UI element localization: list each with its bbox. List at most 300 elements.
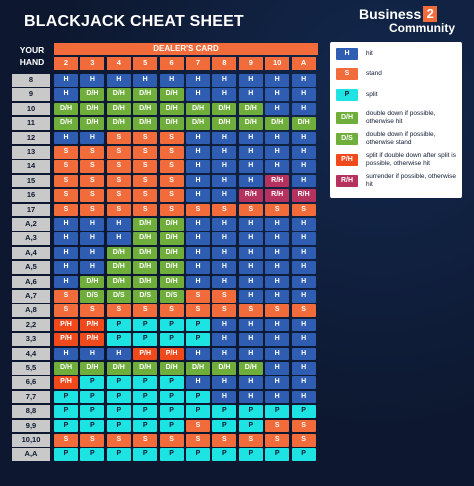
strategy-cell: D/H [80,103,104,116]
strategy-cell: S [54,434,78,447]
strategy-cell: D/H [107,88,131,101]
strategy-cell: H [212,333,236,346]
strategy-cell: H [265,74,289,87]
strategy-cell: P/H [160,348,184,361]
strategy-cell: P [107,405,131,418]
strategy-cell: H [107,74,131,87]
strategy-cell: H [80,232,104,245]
dealer-card-4: 4 [107,57,131,70]
strategy-cell: D/H [107,247,131,260]
dealer-card-6: 6 [160,57,184,70]
strategy-cell: H [292,391,316,404]
strategy-cell: H [292,261,316,274]
strategy-cell: H [239,348,263,361]
strategy-cell: D/H [107,117,131,130]
strategy-cell: H [239,247,263,260]
strategy-cell: D/H [160,276,184,289]
strategy-cell: H [186,146,210,159]
strategy-cell: H [265,319,289,332]
hand-label: 10 [12,103,50,116]
strategy-cell: S [186,290,210,303]
strategy-cell: H [265,376,289,389]
strategy-cell: H [54,218,78,231]
strategy-cell: H [239,146,263,159]
strategy-cell: H [239,261,263,274]
strategy-cell: P [80,420,104,433]
strategy-cell: H [80,74,104,87]
strategy-cell: H [186,88,210,101]
strategy-cell: H [292,74,316,87]
strategy-cell: S [133,304,157,317]
strategy-cell: H [54,348,78,361]
strategy-cell: H [186,232,210,245]
strategy-cell: H [292,348,316,361]
strategy-cell: H [212,376,236,389]
strategy-cell: S [54,189,78,202]
strategy-cell: S [107,189,131,202]
strategy-cell: H [186,348,210,361]
strategy-cell: S [133,204,157,217]
dealer-card-A: A [292,57,316,70]
strategy-cell: P [107,333,131,346]
legend-swatch: H [336,48,358,60]
hand-label: 15 [12,175,50,188]
strategy-cell: D/S [80,290,104,303]
strategy-cell: D/H [54,103,78,116]
strategy-cell: H [265,261,289,274]
strategy-cell: H [239,319,263,332]
strategy-cell: S [80,146,104,159]
strategy-cell: D/H [160,232,184,245]
strategy-cell: H [292,232,316,245]
strategy-cell: S [160,160,184,173]
strategy-cell: H [54,132,78,145]
strategy-cell: H [292,218,316,231]
strategy-cell: S [292,304,316,317]
strategy-cell: D/H [80,276,104,289]
strategy-cell: S [54,204,78,217]
strategy-cell: D/S [160,290,184,303]
strategy-cell: S [186,434,210,447]
strategy-cell: H [54,261,78,274]
hand-label: 9 [12,88,50,101]
strategy-cell: P [133,319,157,332]
strategy-cell: H [107,232,131,245]
strategy-cell: H [265,88,289,101]
strategy-cell: D/H [133,117,157,130]
strategy-cell: H [265,160,289,173]
strategy-cell: P [160,420,184,433]
strategy-cell: P/H [80,319,104,332]
strategy-cell: D/H [80,362,104,375]
strategy-cell: S [54,290,78,303]
strategy-cell: P [54,448,78,461]
strategy-cell: P [160,391,184,404]
strategy-cell: S [80,175,104,188]
strategy-cell: S [212,290,236,303]
legend-text: stand [366,70,382,78]
strategy-cell: S [54,175,78,188]
strategy-cell: H [212,276,236,289]
strategy-cell: D/H [160,247,184,260]
strategy-cell: S [80,304,104,317]
strategy-cell: S [133,160,157,173]
strategy-cell: S [265,204,289,217]
hand-label: A,7 [12,290,50,303]
strategy-cell: D/H [133,276,157,289]
strategy-cell: P [160,448,184,461]
strategy-cell: S [292,434,316,447]
strategy-cell: P/H [54,376,78,389]
strategy-cell: D/H [54,117,78,130]
strategy-cell: S [186,420,210,433]
strategy-cell: H [239,218,263,231]
strategy-cell: S [133,146,157,159]
strategy-cell: P [80,448,104,461]
strategy-cell: H [186,74,210,87]
strategy-cell: P [160,319,184,332]
strategy-cell: D/H [107,362,131,375]
hand-label: A,6 [12,276,50,289]
hand-label: 10,10 [12,434,50,447]
legend-item [336,68,458,80]
strategy-cell: H [292,290,316,303]
strategy-cell: S [133,189,157,202]
strategy-cell: P [186,448,210,461]
strategy-cell: S [160,304,184,317]
strategy-cell: P [160,405,184,418]
hand-label: 11 [12,117,50,130]
strategy-cell: H [265,348,289,361]
hand-label: 8,8 [12,405,50,418]
strategy-cell: P [80,376,104,389]
strategy-cell: S [80,189,104,202]
strategy-cell: P [133,405,157,418]
strategy-cell: H [186,160,210,173]
strategy-cell: H [212,218,236,231]
strategy-cell: R/H [292,189,316,202]
dealer-card-7: 7 [186,57,210,70]
strategy-cell: H [186,376,210,389]
strategy-cell: H [133,74,157,87]
strategy-cell: D/H [292,117,316,130]
strategy-cell: H [292,175,316,188]
strategy-cell: S [107,132,131,145]
strategy-cell: H [212,175,236,188]
legend-text: split [366,91,378,99]
strategy-cell: S [160,132,184,145]
strategy-cell: R/H [265,189,289,202]
strategy-cell: S [107,160,131,173]
hand-label: A,5 [12,261,50,274]
strategy-cell: D/H [160,88,184,101]
strategy-cell: S [212,204,236,217]
strategy-cell: H [292,146,316,159]
strategy-cell: D/H [186,117,210,130]
strategy-cell: H [186,175,210,188]
strategy-cell: H [239,290,263,303]
strategy-cell: H [292,103,316,116]
strategy-cell: H [212,88,236,101]
strategy-cell: H [292,247,316,260]
strategy-cell: H [265,218,289,231]
hand-label: A,8 [12,304,50,317]
dealer-card-8: 8 [212,57,236,70]
strategy-cell: P [186,391,210,404]
strategy-cell: S [265,434,289,447]
strategy-cell: H [80,132,104,145]
legend-swatch: P [336,89,358,101]
strategy-cell: S [239,434,263,447]
logo-word: Business [359,6,422,22]
strategy-cell: P [133,420,157,433]
legend-text: double down if possible, otherwise hit [366,110,436,125]
legend-swatch: D/H [336,112,358,124]
strategy-cell: S [212,434,236,447]
strategy-cell: S [292,204,316,217]
strategy-cell: D/H [133,232,157,245]
strategy-cell: P [107,319,131,332]
strategy-cell: S [160,146,184,159]
strategy-cell: H [265,146,289,159]
strategy-cell: D/H [212,103,236,116]
strategy-cell: P [186,405,210,418]
strategy-cell: H [239,160,263,173]
strategy-cell: S [239,304,263,317]
strategy-cell: S [54,146,78,159]
strategy-cell: H [54,247,78,260]
legend-item [336,48,458,60]
legend-item [336,89,458,101]
strategy-cell: H [160,74,184,87]
strategy-cell: H [80,261,104,274]
strategy-cell: D/H [133,261,157,274]
strategy-cell: S [107,434,131,447]
legend-text: split if double down after split is possible, otherwise hit [366,152,456,167]
legend-swatch: S [336,68,358,80]
hand-label: 8 [12,74,50,87]
strategy-cell: H [212,391,236,404]
logo-sub: Community [389,21,455,35]
dealer-card-10: 10 [265,57,289,70]
strategy-cell: S [80,204,104,217]
legend-item [336,152,458,167]
strategy-cell: D/H [133,103,157,116]
strategy-cell: H [54,88,78,101]
legend-text: double down if possible, otherwise stand [366,131,436,146]
strategy-cell: H [186,261,210,274]
strategy-cell: P [133,376,157,389]
strategy-cell: H [80,247,104,260]
strategy-cell: H [292,333,316,346]
strategy-cell: H [265,362,289,375]
strategy-cell: D/H [186,103,210,116]
strategy-cell: H [292,88,316,101]
strategy-cell: H [239,88,263,101]
strategy-cell: D/H [80,88,104,101]
strategy-cell: H [212,189,236,202]
strategy-cell: D/H [107,276,131,289]
strategy-cell: P [212,405,236,418]
strategy-cell: H [265,333,289,346]
strategy-cell: R/H [239,189,263,202]
hand-label: 2,2 [12,319,50,332]
strategy-cell: P/H [133,348,157,361]
strategy-cell: S [160,204,184,217]
strategy-cell: D/H [160,362,184,375]
strategy-cell: H [186,189,210,202]
strategy-cell: H [239,232,263,245]
strategy-cell: S [265,420,289,433]
strategy-cell: S [186,304,210,317]
strategy-cell: P [54,405,78,418]
strategy-cell: P [239,420,263,433]
strategy-cell: P/H [54,333,78,346]
strategy-cell: S [239,204,263,217]
strategy-cell: P [239,448,263,461]
strategy-cell: S [107,304,131,317]
legend-swatch: P/H [336,154,358,166]
hand-label: 5,5 [12,362,50,375]
strategy-cell: R/H [265,175,289,188]
strategy-cell: H [239,391,263,404]
strategy-cell: H [212,247,236,260]
strategy-cell: D/H [212,362,236,375]
strategy-cell: H [265,276,289,289]
strategy-cell: D/H [133,247,157,260]
strategy-cell: H [80,218,104,231]
strategy-cell: P [80,391,104,404]
strategy-cell: D/H [133,362,157,375]
strategy-cell: H [239,276,263,289]
strategy-cell: H [265,290,289,303]
strategy-cell: P [265,405,289,418]
legend-item [336,110,458,125]
strategy-cell: H [265,247,289,260]
strategy-cell: D/H [107,103,131,116]
hand-label: A,A [12,448,50,461]
strategy-cell: S [292,420,316,433]
strategy-cell: H [265,391,289,404]
strategy-cell: P [160,376,184,389]
strategy-cell: P [186,333,210,346]
brand-logo [359,6,455,35]
strategy-cell: H [292,376,316,389]
legend-item [336,131,458,146]
strategy-cell: S [80,160,104,173]
strategy-cell: H [265,103,289,116]
strategy-cell: H [212,74,236,87]
strategy-cell: D/H [186,362,210,375]
strategy-cell: P [265,448,289,461]
strategy-cell: P [160,333,184,346]
strategy-cell: D/S [107,290,131,303]
hand-label: 3,3 [12,333,50,346]
strategy-cell: D/H [239,117,263,130]
strategy-cell: H [212,132,236,145]
legend-item [336,173,458,188]
strategy-cell: H [239,376,263,389]
dealer-card-2: 2 [54,57,78,70]
strategy-cell: P [292,405,316,418]
strategy-cell: D/H [133,218,157,231]
strategy-cell: H [212,160,236,173]
strategy-cell: H [54,276,78,289]
legend [330,42,462,198]
strategy-cell: H [54,74,78,87]
dealer-card-5: 5 [133,57,157,70]
hand-label: 4,4 [12,348,50,361]
strategy-cell: P [107,391,131,404]
strategy-cell: H [265,232,289,245]
strategy-cell: H [107,218,131,231]
strategy-cell: D/H [54,362,78,375]
strategy-cell: H [239,175,263,188]
strategy-cell: P [133,448,157,461]
hand-label: 6,6 [12,376,50,389]
strategy-cell: S [107,175,131,188]
strategy-cell: D/H [107,261,131,274]
strategy-cell: S [160,189,184,202]
strategy-cell: S [107,204,131,217]
legend-text: surrender if possible, otherwise hit [366,173,456,188]
strategy-cell: H [239,74,263,87]
strategy-cell: P [212,420,236,433]
strategy-cell: D/H [212,117,236,130]
hand-label: 17 [12,204,50,217]
strategy-cell: H [80,348,104,361]
strategy-cell: P [212,448,236,461]
strategy-cell: H [212,261,236,274]
strategy-cell: D/H [239,362,263,375]
strategy-cell: D/H [160,218,184,231]
strategy-cell: P [292,448,316,461]
dealer-card-3: 3 [80,57,104,70]
strategy-cell: H [239,333,263,346]
legend-swatch: R/H [336,175,358,187]
strategy-cell: P/H [54,319,78,332]
strategy-cell: H [54,232,78,245]
dealers-card-header: DEALER'S CARD [54,43,318,55]
strategy-cell: S [54,160,78,173]
strategy-cell: P [133,391,157,404]
strategy-cell: S [133,175,157,188]
legend-text: hit [366,50,373,58]
strategy-cell: D/H [160,103,184,116]
strategy-cell: P [133,333,157,346]
strategy-cell: H [265,132,289,145]
logo-digit: 2 [423,6,437,22]
hand-label: 7,7 [12,391,50,404]
strategy-cell: H [212,232,236,245]
strategy-cell: H [292,160,316,173]
strategy-cell: S [107,146,131,159]
strategy-cell: H [212,146,236,159]
strategy-cell: H [186,132,210,145]
strategy-cell: S [212,304,236,317]
strategy-cell: H [186,247,210,260]
hand-label: 13 [12,146,50,159]
strategy-cell: D/H [160,261,184,274]
strategy-cell: P [54,391,78,404]
your-hand-header: YOUR HAND [19,45,45,67]
legend-swatch: D/S [336,133,358,145]
dealer-card-9: 9 [239,57,263,70]
strategy-cell: D/H [80,117,104,130]
strategy-cell: D/H [133,88,157,101]
strategy-cell: H [107,348,131,361]
strategy-cell: S [265,304,289,317]
